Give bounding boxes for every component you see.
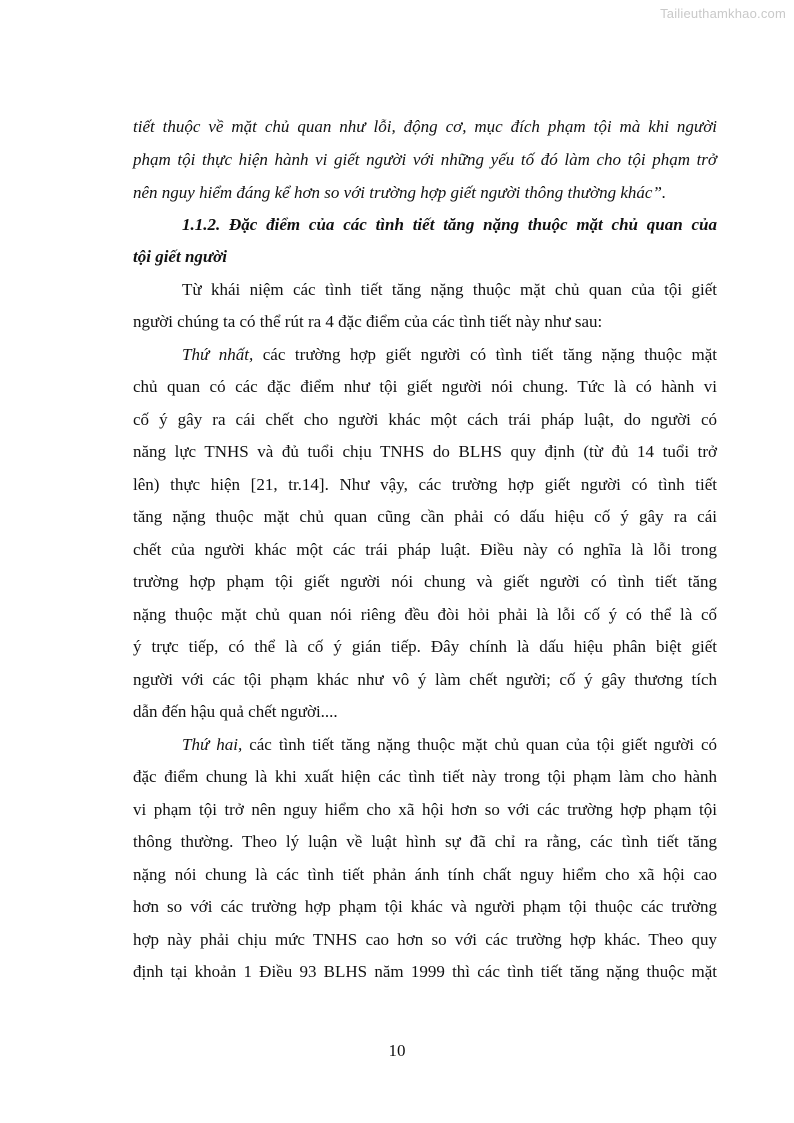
quote-line: nên nguy hiểm đáng kể hơn so với trường hợp giết người thông thường khác”. [133, 183, 667, 202]
paragraph-line: vi phạm tội trở nên nguy hiểm cho xã hội hơn so với các trường hợp phạm tội [133, 800, 717, 819]
paragraph-line: Từ khái niệm các tình tiết tăng nặng thuộc mặt chủ quan của tội giết [182, 280, 717, 299]
paragraph-line: đặc điểm chung là khi xuất hiện các tình tiết này trong tội phạm làm cho hành [133, 767, 717, 786]
paragraph-line [182, 345, 717, 365]
watermark: Tailieuthamkhao.com [660, 6, 786, 21]
section-heading: tội giết người [133, 247, 227, 266]
paragraph-lead: Thứ hai, [182, 735, 243, 754]
quote-line: tiết thuộc về mặt chủ quan như lỗi, động cơ, mục đích phạm tội mà khi người [133, 117, 717, 136]
paragraph-line: nặng nói chung là các tình tiết phản ánh tính chất nguy hiểm cho xã hội cao [133, 865, 717, 884]
paragraph-line: chết của người khác một các trái pháp luật. Điều này có nghĩa là lỗi trong [133, 540, 717, 559]
paragraph-line: lên) thực hiện [21, tr.14]. Như vậy, các trường hợp giết người có tình tiết [133, 475, 717, 494]
paragraph-line: người chúng ta có thể rút ra 4 đặc điểm của các tình tiết này như sau: [133, 312, 603, 331]
paragraph-line: định tại khoản 1 Điều 93 BLHS năm 1999 thì các tình tiết tăng nặng thuộc mặt [133, 962, 717, 981]
paragraph-text: các trường hợp giết người có tình tiết tăng nặng thuộc mặt [253, 345, 717, 364]
quote-line: phạm tội thực hiện hành vi giết người với những yếu tố đó làm cho tội phạm trở [133, 150, 717, 169]
paragraph-line [182, 735, 717, 755]
page-number: 10 [388, 1041, 406, 1060]
paragraph-line: ý trực tiếp, có thể là cố ý gián tiếp. Đây chính là dấu hiệu phân biệt giết [133, 637, 717, 656]
paragraph-line: năng lực TNHS và đủ tuổi chịu TNHS do BLHS quy định (từ đủ 14 tuổi trở [133, 442, 717, 461]
paragraph-line: hơn so với các trường hợp phạm tội khác và người phạm tội thuộc các trường [133, 897, 717, 916]
paragraph-line: chủ quan có các đặc điểm như tội giết người nói chung. Tức là có hành vi [133, 377, 717, 396]
paragraph-text: các tình tiết tăng nặng thuộc mặt chủ quan của tội giết người có [242, 735, 718, 754]
section-heading: 1.1.2. Đặc điểm của các tình tiết tăng nặng thuộc mặt chủ quan của [182, 215, 717, 234]
paragraph-lead: Thứ nhất, [182, 345, 254, 364]
paragraph-line: hợp này phải chịu mức TNHS cao hơn so với các trường hợp khác. Theo quy [133, 930, 717, 949]
paragraph-line: trường hợp phạm tội giết người nói chung và giết người có tình tiết tăng [133, 572, 717, 591]
paragraph-line: nặng thuộc mặt chủ quan nói riêng đều đòi hỏi phải là lỗi cố ý có thể là cố [133, 605, 717, 624]
paragraph-line: người với các tội phạm khác như vô ý làm chết người; cố ý gây thương tích [133, 670, 717, 689]
paragraph-line: cố ý gây ra cái chết cho người khác một cách trái pháp luật, do người có [133, 410, 717, 429]
paragraph-line: tăng nặng thuộc mặt chủ quan cũng cần phải có dấu hiệu cố ý gây ra cái [133, 507, 717, 526]
paragraph-line: dẫn đến hậu quả chết người.... [133, 702, 338, 721]
paragraph-line: thông thường. Theo lý luận về luật hình sự đã chỉ ra rằng, các tình tiết tăng [133, 832, 717, 851]
